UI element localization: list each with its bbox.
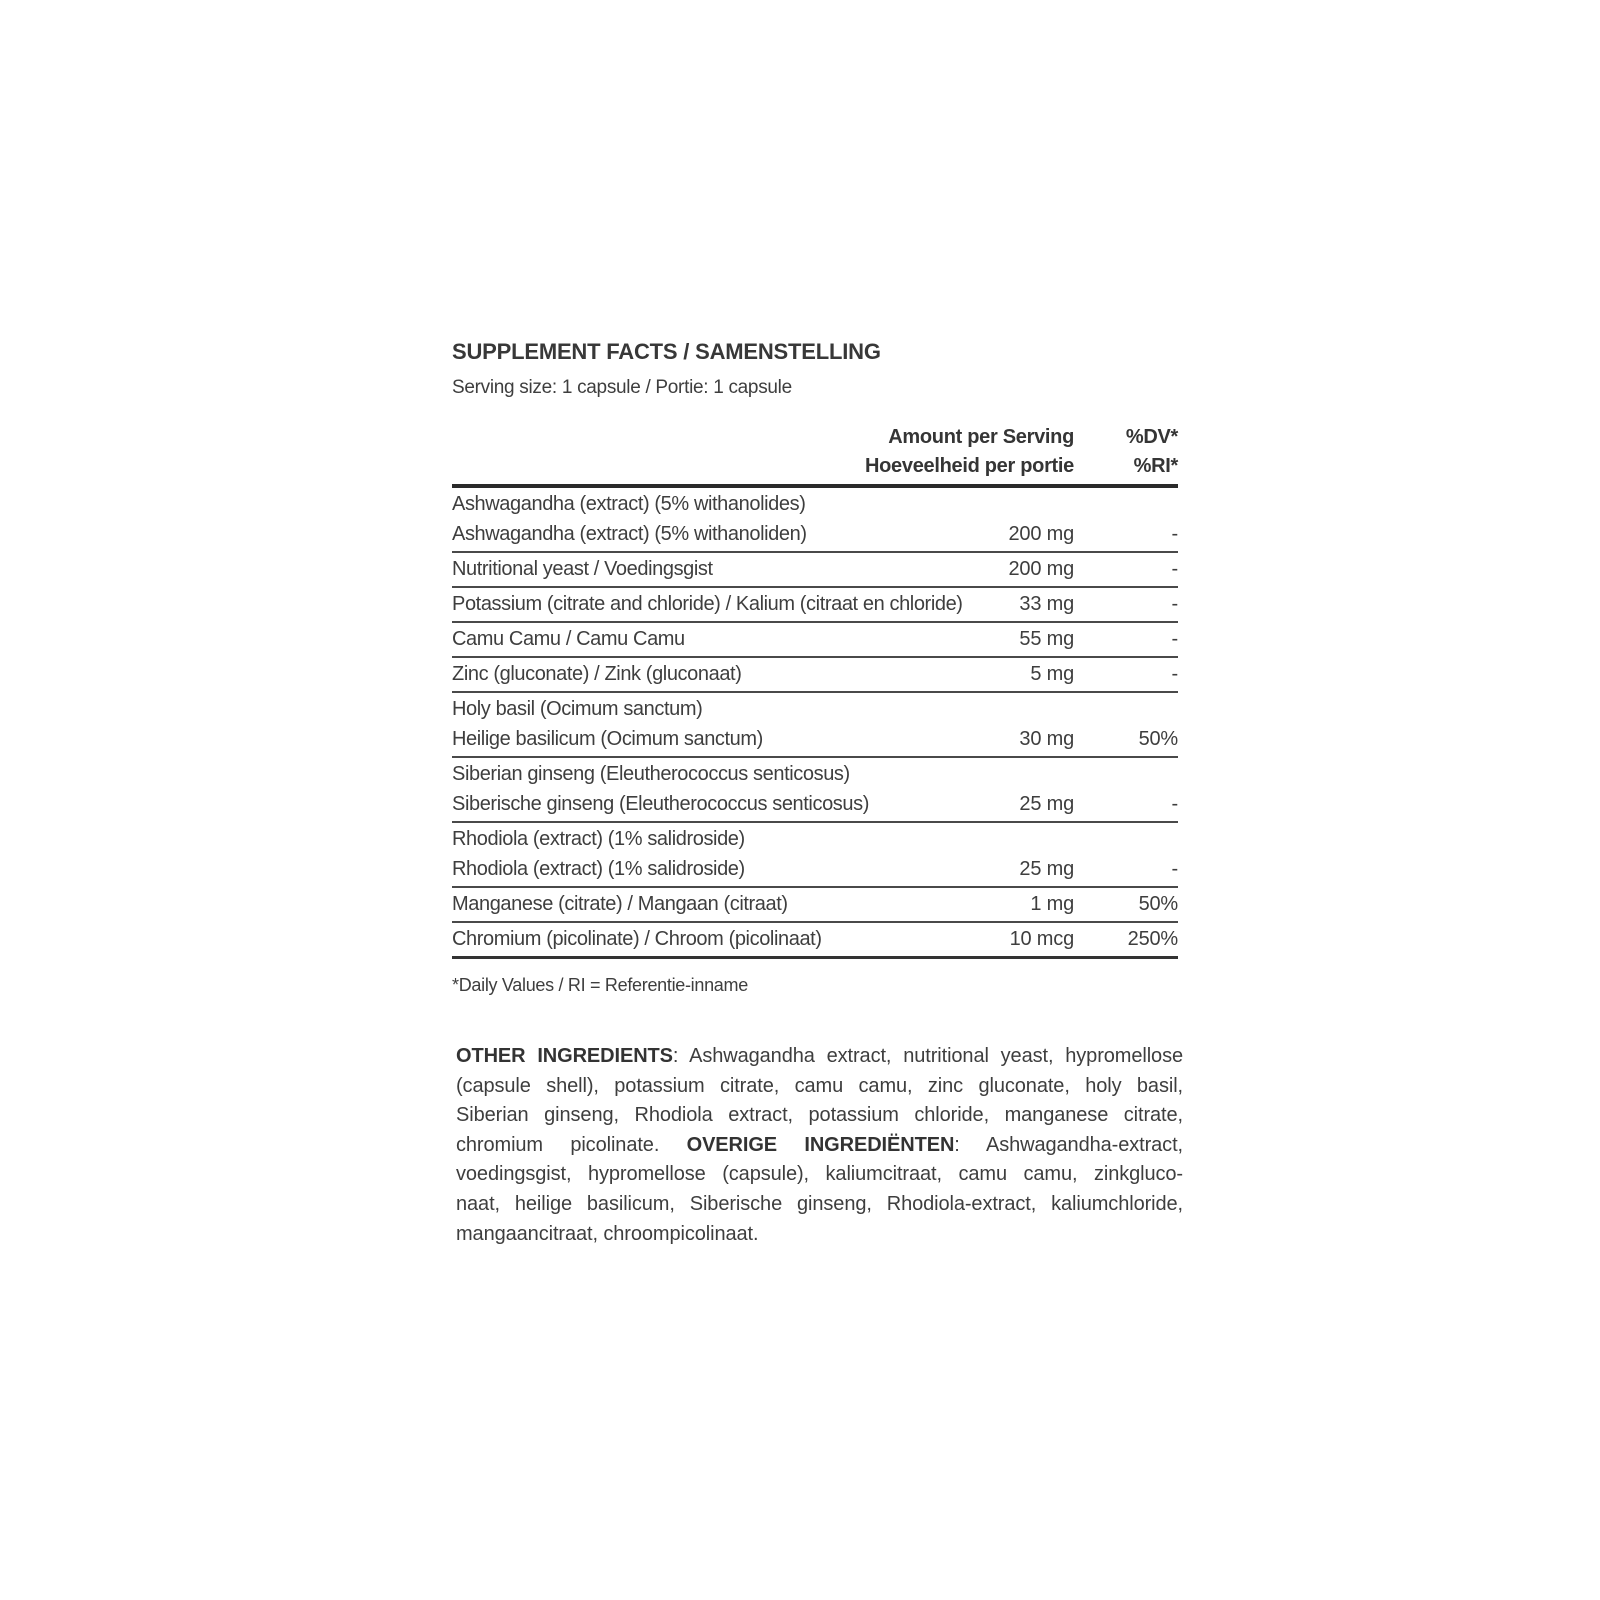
ingredient-row xyxy=(452,658,1178,693)
ingredient-name-line: Camu Camu / Camu Camu xyxy=(452,628,685,650)
column-header-dv-en: %DV* xyxy=(1125,426,1178,448)
other-ingredients-line xyxy=(456,1042,1183,1072)
ingredient-name xyxy=(452,659,984,689)
ingredient-name xyxy=(452,624,984,654)
ingredients-heading-text: OTHER INGREDIENTS xyxy=(456,1045,673,1067)
label-title: SUPPLEMENT FACTS / SAMENSTELLING xyxy=(452,339,881,364)
ingredients-text: : Ashwagandha-extract, xyxy=(954,1133,1183,1156)
other-ingredients-line xyxy=(456,1160,1183,1190)
ingredients-text: (capsule shell), potassium citrate, camu camu, zinc gluconate, holy basil, xyxy=(456,1074,1183,1097)
ingredient-row xyxy=(452,823,1178,888)
ingredient-dv: - xyxy=(1171,858,1178,880)
ingredients-heading-text: OVERIGE INGREDIËNTEN xyxy=(686,1133,955,1156)
ingredients-text: mangaancitraat, chroompicolinaat. xyxy=(456,1222,759,1245)
ingredient-dv: - xyxy=(1171,663,1178,685)
ingredient-dv: - xyxy=(1171,523,1178,545)
ingredient-amount: 25 mg xyxy=(1019,793,1074,815)
ingredient-amount: 10 mcg xyxy=(1009,928,1074,950)
daily-values-footnote: *Daily Values / RI = Referentie-inname xyxy=(452,975,748,995)
ingredient-dv: 50% xyxy=(1138,893,1178,915)
ingredient-amount: 200 mg xyxy=(1008,558,1074,580)
ingredient-name xyxy=(452,759,984,819)
ingredient-name-line: Rhodiola (extract) (1% salidroside) xyxy=(452,828,745,850)
ingredient-name xyxy=(452,824,984,884)
ingredients-text: Siberian ginseng, Rhodiola extract, potassium chloride, manganese citrate, xyxy=(456,1104,1183,1127)
ingredient-dv: 250% xyxy=(1127,928,1178,950)
ingredient-row xyxy=(452,623,1178,658)
ingredient-name-line: Rhodiola (extract) (1% salidroside) xyxy=(452,858,745,880)
column-header-amount-nl: Hoeveelheid per portie xyxy=(864,455,1074,477)
ingredient-amount: 200 mg xyxy=(1008,523,1074,545)
ingredient-name-line: Chromium (picolinate) / Chroom (picolinaat) xyxy=(452,928,822,950)
column-header-amount-en: Amount per Serving xyxy=(888,426,1074,448)
ingredient-dv: - xyxy=(1171,793,1178,815)
other-ingredients-line xyxy=(456,1131,1183,1161)
ingredient-amount: 25 mg xyxy=(1019,858,1074,880)
ingredient-name-line: Ashwagandha (extract) (5% withanolides) xyxy=(452,493,806,515)
table-header-row-en xyxy=(452,423,1178,452)
supplement-facts-label xyxy=(452,339,1183,1249)
ingredient-name-line: Holy basil (Ocimum sanctum) xyxy=(452,698,703,720)
ingredient-amount: 33 mg xyxy=(1019,593,1074,615)
serving-size-line: Serving size: 1 capsule / Portie: 1 capsule xyxy=(452,377,792,398)
ingredient-dv: - xyxy=(1171,628,1178,650)
ingredients-text: : Ashwagandha extract, nutritional yeast, hypromellose xyxy=(672,1045,1183,1067)
ingredient-name-line: Siberische ginseng (Eleutherococcus senticosus) xyxy=(452,793,869,815)
ingredient-table xyxy=(452,488,1178,959)
ingredient-row xyxy=(452,488,1178,553)
ingredients-text: naat, heilige basilicum, Siberische ginseng, Rhodiola-extract, kaliumchloride, xyxy=(456,1192,1183,1215)
other-ingredients-paragraph xyxy=(456,1042,1183,1249)
ingredient-name xyxy=(452,489,984,549)
ingredient-row xyxy=(452,553,1178,588)
ingredient-dv: 50% xyxy=(1138,728,1178,750)
ingredient-dv: - xyxy=(1171,558,1178,580)
other-ingredients-line xyxy=(456,1101,1183,1131)
ingredient-name-line: Potassium (citrate and chloride) / Kalium (citraat en chloride) xyxy=(452,593,963,615)
ingredient-name-line: Manganese (citrate) / Mangaan (citraat) xyxy=(452,893,788,915)
table-header xyxy=(452,423,1178,488)
ingredient-row xyxy=(452,923,1178,959)
ingredient-name-line: Zinc (gluconate) / Zink (gluconaat) xyxy=(452,663,742,685)
ingredient-name xyxy=(452,889,984,919)
ingredient-name-line: Siberian ginseng (Eleutherococcus senticosus) xyxy=(452,763,850,785)
ingredient-amount: 55 mg xyxy=(1019,628,1074,650)
ingredient-name-line: Ashwagandha (extract) (5% withanoliden) xyxy=(452,523,807,545)
ingredient-dv: - xyxy=(1171,593,1178,615)
column-header-dv-nl: %RI* xyxy=(1133,455,1178,477)
ingredient-row xyxy=(452,588,1178,623)
ingredient-row xyxy=(452,888,1178,923)
ingredient-name xyxy=(452,589,984,619)
ingredient-amount: 30 mg xyxy=(1019,728,1074,750)
ingredients-text: voedingsgist, hypromellose (capsule), kaliumcitraat, camu camu, zinkgluco- xyxy=(456,1163,1183,1186)
ingredient-name xyxy=(452,694,984,754)
table-header-row-nl xyxy=(452,452,1178,481)
ingredient-amount: 1 mg xyxy=(1030,893,1074,915)
other-ingredients-line xyxy=(456,1072,1183,1102)
ingredient-row xyxy=(452,758,1178,823)
ingredient-name xyxy=(452,924,984,954)
ingredient-row xyxy=(452,693,1178,758)
other-ingredients-line xyxy=(456,1220,1183,1250)
ingredient-name-line: Heilige basilicum (Ocimum sanctum) xyxy=(452,728,763,750)
ingredient-name xyxy=(452,554,984,584)
other-ingredients-line xyxy=(456,1190,1183,1220)
ingredient-name-line: Nutritional yeast / Voedingsgist xyxy=(452,558,713,580)
ingredients-text: chromium picolinate. xyxy=(456,1133,687,1156)
ingredient-amount: 5 mg xyxy=(1030,663,1074,685)
